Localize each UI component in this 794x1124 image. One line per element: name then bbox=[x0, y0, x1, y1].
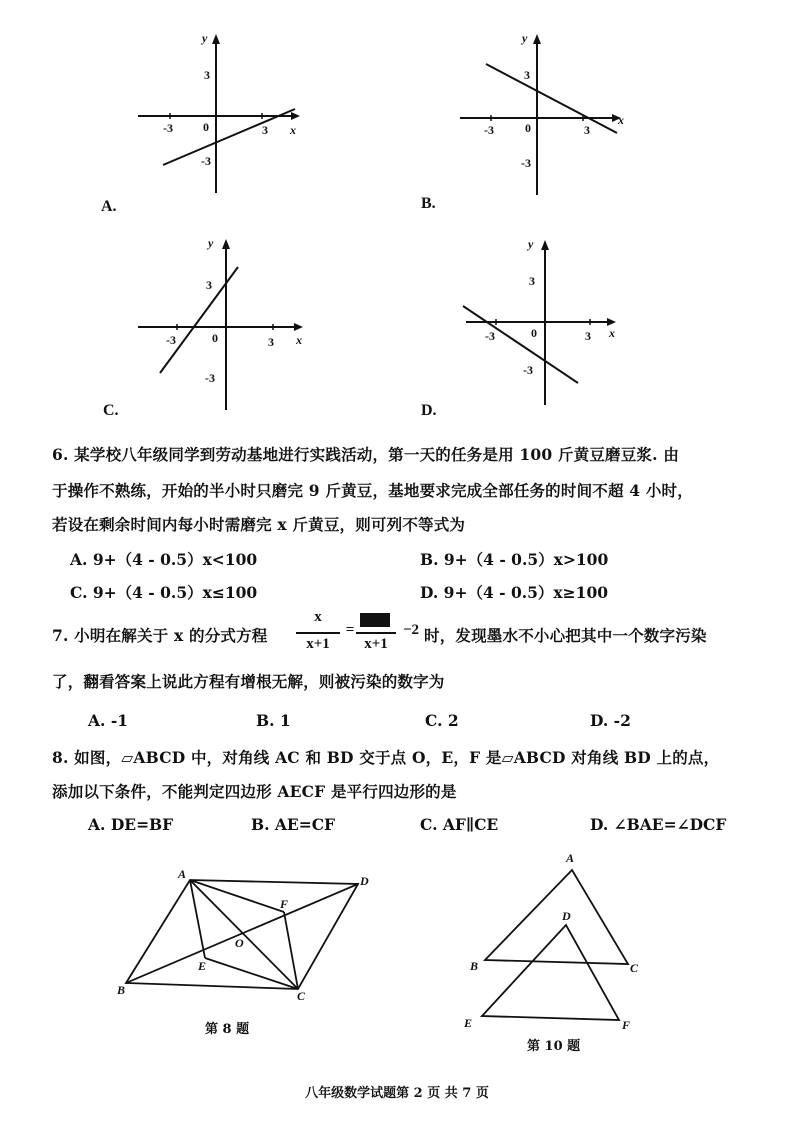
q6-line-3: 若设在剩余时间内每小时需磨完 x 斤黄豆，则可列不等式为 bbox=[52, 515, 466, 534]
graph-a-origin: 0 bbox=[203, 120, 209, 134]
graph-d-origin: 0 bbox=[531, 326, 537, 340]
q8-line-2: 添加以下条件，不能判定四边形 AECF 是平行四边形的是 bbox=[52, 782, 457, 801]
q6-line-2: 于操作不熟练，开始的半小时只磨完 9 斤黄豆，基地要求完成全部任务的时间不超 4 小时， bbox=[52, 481, 693, 500]
graph-d-tick-3y: 3 bbox=[529, 274, 535, 288]
graph-a-tick-3y: 3 bbox=[204, 68, 210, 82]
graph-a-x-label: x bbox=[290, 123, 296, 137]
fig10-label-f: F bbox=[622, 1018, 631, 1032]
graph-b-tick-3y: 3 bbox=[524, 68, 530, 82]
graph-a-tick-neg3x: -3 bbox=[163, 121, 173, 135]
graph-d-x-label: x bbox=[609, 326, 615, 340]
q8-option-a: A. DE=BF bbox=[88, 815, 174, 834]
graph-d-y-label: y bbox=[528, 237, 534, 251]
q6-option-d: D. 9+（4 - 0.5）x≥100 bbox=[420, 583, 609, 602]
graph-a-label: A. bbox=[101, 198, 117, 215]
graph-c-tick-neg3y: -3 bbox=[205, 371, 215, 385]
q6-option-c: C. 9+（4 - 0.5）x≤100 bbox=[70, 583, 258, 602]
graph-c-tick-neg3x: -3 bbox=[166, 333, 176, 347]
graph-c-origin: 0 bbox=[212, 331, 218, 345]
fig10-label-e: E bbox=[464, 1016, 473, 1030]
q7-option-d: D. -2 bbox=[590, 711, 631, 730]
q8-option-c: C. AF∥CE bbox=[420, 815, 499, 834]
fig8-caption: 第 8 题 bbox=[205, 1022, 250, 1037]
q7-line-2: 了，翻看答案上说此方程有增根无解，则被污染的数字为 bbox=[52, 672, 445, 691]
graph-b-tick-3x: 3 bbox=[584, 123, 590, 137]
graph-b-label: B. bbox=[421, 195, 436, 212]
q7-frac1-den: x+1 bbox=[306, 636, 330, 652]
q8-line-1: 8. 如图，▱ABCD 中，对角线 AC 和 BD 交于点 O，E，F 是▱ABCD 对角线 BD 上的点， bbox=[52, 748, 720, 767]
graph-a-tick-neg3y: -3 bbox=[201, 154, 211, 168]
q7-frac1-num: x bbox=[314, 609, 322, 625]
fig10-label-c: C bbox=[630, 961, 639, 975]
q7-option-b: B. 1 bbox=[256, 711, 291, 730]
q6-line-1: 6. 某学校八年级同学到劳动基地进行实践活动，第一天的任务是用 100 斤黄豆磨豆浆. 由 bbox=[52, 445, 680, 464]
fig10-caption: 第 10 题 bbox=[527, 1039, 581, 1054]
graph-a-y-label: y bbox=[202, 31, 208, 45]
fig8-label-f: F bbox=[280, 897, 289, 911]
graph-b-origin: 0 bbox=[525, 121, 531, 135]
fig8-label-c: C bbox=[297, 989, 306, 1003]
graph-d-tick-neg3y: -3 bbox=[523, 363, 533, 377]
q8-option-b: B. AE=CF bbox=[251, 815, 336, 834]
fig8-label-b: B bbox=[117, 983, 126, 997]
graph-c-y-label: y bbox=[208, 236, 214, 250]
q7-option-c: C. 2 bbox=[425, 711, 459, 730]
graph-d-tick-neg3x: -3 bbox=[485, 329, 495, 343]
q6-option-b: B. 9+（4 - 0.5）x>100 bbox=[420, 550, 609, 569]
q7-frac2-den: x+1 bbox=[364, 636, 388, 652]
fig10-label-a: A bbox=[566, 851, 575, 865]
fig10-label-b: B bbox=[470, 959, 479, 973]
q7-suffix: 时，发现墨水不小心把其中一个数字污染 bbox=[424, 626, 707, 645]
graph-b-x-label: x bbox=[618, 113, 624, 127]
q8-option-d: D. ∠BAE=∠DCF bbox=[590, 815, 727, 834]
graph-b-tick-neg3x: -3 bbox=[484, 123, 494, 137]
graph-b-y-label: y bbox=[522, 31, 528, 45]
fig8-label-a: A bbox=[178, 867, 187, 881]
fig10-label-d: D bbox=[562, 909, 571, 923]
q7-prefix: 7. 小明在解关于 x 的分式方程 bbox=[52, 626, 268, 645]
graph-c-tick-3x: 3 bbox=[268, 335, 274, 349]
q6-option-a: A. 9+（4 - 0.5）x<100 bbox=[70, 550, 258, 569]
graph-a-tick-3x: 3 bbox=[262, 123, 268, 137]
graph-c-x-label: x bbox=[296, 333, 302, 347]
fig8-label-d: D bbox=[360, 874, 369, 888]
graph-c-tick-3y: 3 bbox=[206, 278, 212, 292]
page-footer: 八年级数学试题第 2 页 共 7 页 bbox=[305, 1086, 489, 1101]
fig8-label-o: O bbox=[235, 936, 244, 950]
q7-minus-2: −2 bbox=[402, 622, 420, 638]
fig8-label-e: E bbox=[198, 959, 207, 973]
graph-d-label: D. bbox=[421, 402, 437, 419]
graph-c-label: C. bbox=[103, 402, 119, 419]
graph-b-tick-neg3y: -3 bbox=[521, 156, 531, 170]
graph-d-tick-3x: 3 bbox=[585, 329, 591, 343]
q7-option-a: A. -1 bbox=[88, 711, 129, 730]
q7-equals: = bbox=[345, 622, 355, 638]
